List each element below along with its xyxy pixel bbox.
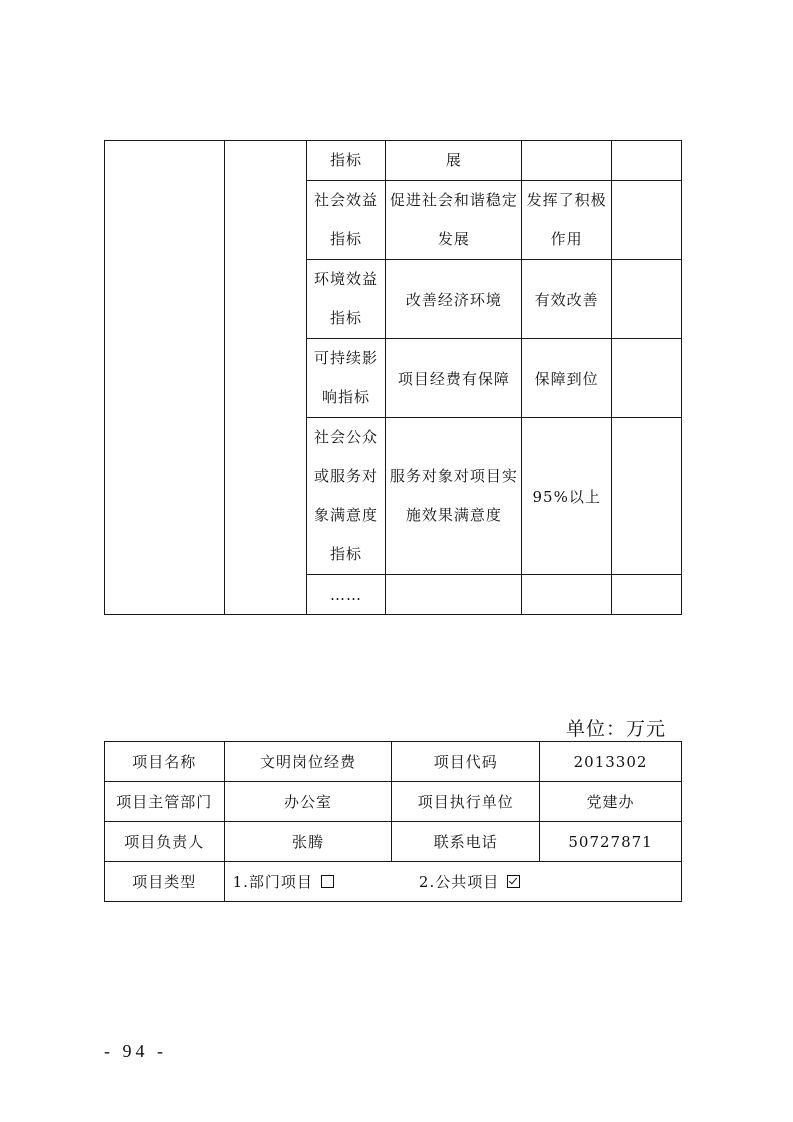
- project-type-options: [224, 862, 681, 902]
- executing-unit-label: 项目执行单位: [392, 782, 540, 822]
- indicator-cell: 指标: [306, 141, 386, 181]
- content-cell: 展: [386, 141, 522, 181]
- public-project-checkbox[interactable]: [507, 875, 520, 888]
- phone-value: 50727871: [540, 822, 682, 862]
- department-value: 办公室: [224, 782, 392, 822]
- indicator-cell: 社会效益指标: [306, 181, 386, 260]
- value-cell: 保障到位: [522, 339, 612, 418]
- department-project-checkbox[interactable]: [321, 875, 334, 888]
- extra-cell: [612, 181, 682, 260]
- project-info-table: [104, 741, 682, 902]
- value-cell: 发挥了积极作用: [522, 181, 612, 260]
- page-number: - 94 -: [104, 1041, 167, 1061]
- project-name-value: 文明岗位经费: [224, 742, 392, 782]
- extra-cell: [612, 339, 682, 418]
- value-cell: 有效改善: [522, 260, 612, 339]
- owner-label: 项目负责人: [105, 822, 225, 862]
- performance-indicator-table: [104, 140, 682, 615]
- value-cell: [522, 141, 612, 181]
- indicator-cell: 可持续影响指标: [306, 339, 386, 418]
- project-type-label: 项目类型: [105, 862, 225, 902]
- value-cell: 95%以上: [522, 418, 612, 575]
- project-code-value: 2013302: [540, 742, 682, 782]
- extra-cell: [612, 260, 682, 339]
- extra-cell: [612, 141, 682, 181]
- public-project-option: 2.公共项目: [418, 873, 500, 891]
- indicator-cell: 环境效益指标: [306, 260, 386, 339]
- empty-cell: [224, 141, 306, 615]
- content-cell: [386, 575, 522, 615]
- project-code-label: 项目代码: [392, 742, 540, 782]
- content-cell: 服务对象对项目实施效果满意度: [386, 418, 522, 575]
- executing-unit-value: 党建办: [540, 782, 682, 822]
- owner-value: 张腾: [224, 822, 392, 862]
- empty-cell: [105, 141, 225, 615]
- content-cell: 改善经济环境: [386, 260, 522, 339]
- extra-cell: [612, 575, 682, 615]
- content-cell: 项目经费有保障: [386, 339, 522, 418]
- ellipsis-cell: ……: [306, 575, 386, 615]
- extra-cell: [612, 418, 682, 575]
- project-name-label: 项目名称: [105, 742, 225, 782]
- department-project-option: 1.部门项目: [232, 873, 313, 891]
- indicator-cell: 社会公众或服务对象满意度指标: [306, 418, 386, 575]
- unit-label: 单位：万元: [566, 718, 667, 740]
- department-label: 项目主管部门: [105, 782, 225, 822]
- phone-label: 联系电话: [392, 822, 540, 862]
- content-cell: 促进社会和谐稳定发展: [386, 181, 522, 260]
- value-cell: [522, 575, 612, 615]
